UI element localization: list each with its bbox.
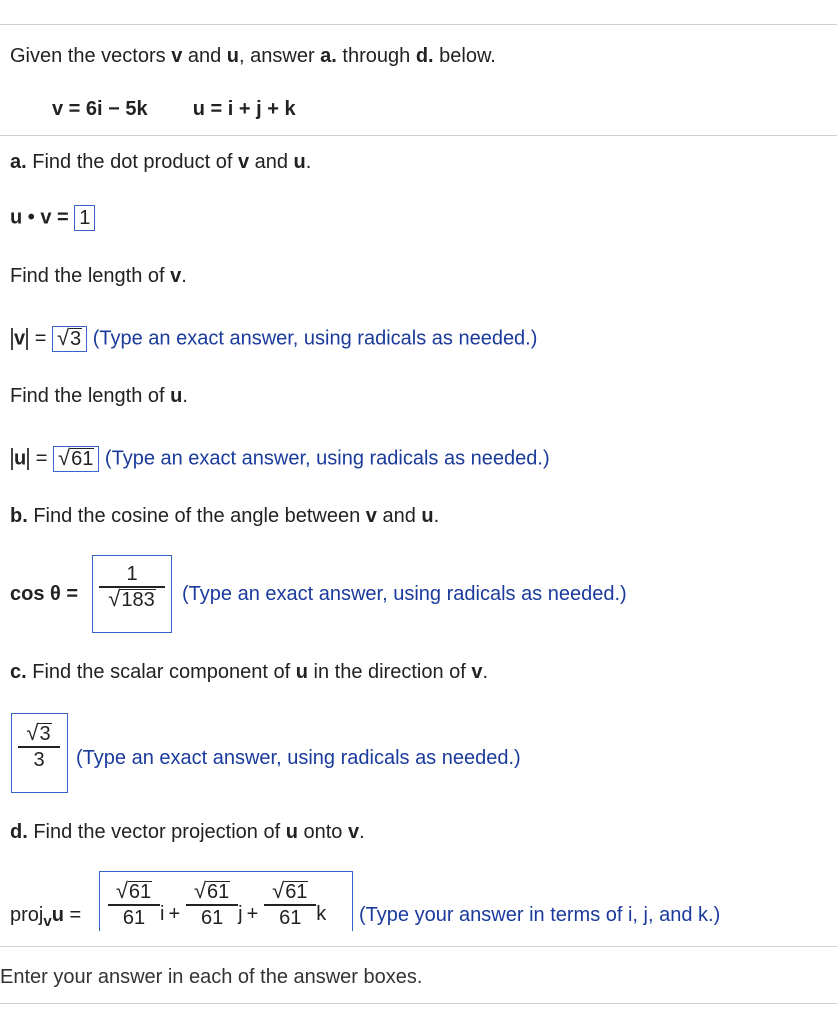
part-c-question: c. Find the scalar component of u in the direction of v. <box>10 661 489 683</box>
sqrt-icon: √ <box>272 878 285 903</box>
sqrt-icon: √ <box>115 878 128 903</box>
cos-label: cos θ = <box>10 583 79 605</box>
intro-text: Given the vectors v and u, answer a. through d. below. <box>10 45 496 67</box>
abs-bar-right <box>26 328 28 350</box>
length-u-answer-box[interactable]: √ 61 <box>53 446 99 472</box>
sqrt-icon: √ <box>56 325 70 350</box>
part-d-question: d. Find the vector projection of u onto v. <box>10 821 365 843</box>
cos-denominator: 183 <box>121 588 155 611</box>
sqrt-icon: √ <box>108 585 121 611</box>
length-v-answer-box[interactable]: √ 3 <box>52 326 87 352</box>
bottom-divider <box>0 1003 837 1004</box>
scalar-numerator: 3 <box>39 723 51 745</box>
dot-product-label: u • v = <box>10 206 69 229</box>
cos-note: (Type an exact answer, using radicals as needed.) <box>182 583 627 605</box>
length-u-note: (Type an exact answer, using radicals as needed.) <box>104 447 550 470</box>
part-a-question: a. Find the dot product of v and u. <box>10 151 312 173</box>
dot-product-answer-box[interactable]: 1 <box>74 205 95 231</box>
abs-bar-left <box>11 448 13 470</box>
dot-product-row <box>10 205 95 231</box>
sqrt-icon: √ <box>193 878 207 903</box>
part-b-question: b. Find the cosine of the angle between v and u. <box>10 505 440 527</box>
u-definition: u = i + j + k <box>192 98 296 120</box>
projection-label: proj$_v$u = <box>10 904 82 930</box>
length-v-note: (Type an exact answer, using radicals as needed.) <box>92 327 538 350</box>
abs-bar-right <box>27 448 29 470</box>
footer-instruction: Enter your answer in each of the answer boxes. <box>0 966 423 988</box>
top-divider <box>0 24 837 25</box>
scalar-note: (Type an exact answer, using radicals as needed.) <box>76 747 521 769</box>
section-divider <box>0 135 837 136</box>
projection-note: (Type your answer in terms of i, j, and k.) <box>359 904 721 926</box>
projection-answer-box[interactable]: √ 61 61 i + √ 61 61 j + √ 61 61 k <box>99 871 353 931</box>
length-u-row: u = √ 61 (Type an exact answer, using radicals as needed.) <box>10 446 550 472</box>
footer-divider <box>0 946 837 947</box>
sqrt-icon: √ <box>26 720 39 745</box>
length-v-row: v = √ 3 (Type an exact answer, using radicals as needed.) <box>10 326 537 352</box>
scalar-component-answer-box[interactable] <box>11 713 68 793</box>
vector-definitions <box>52 97 296 121</box>
cos-answer-box[interactable] <box>92 555 172 633</box>
v-definition: v = 6i − 5k <box>52 98 148 120</box>
sqrt-icon: √ <box>58 445 71 470</box>
cos-numerator: 1 <box>126 563 138 585</box>
length-u-question: Find the length of u. <box>10 385 188 407</box>
length-v-question: Find the length of v. <box>10 265 187 287</box>
scalar-denominator: 3 <box>33 748 45 771</box>
abs-bar-left <box>11 328 13 350</box>
